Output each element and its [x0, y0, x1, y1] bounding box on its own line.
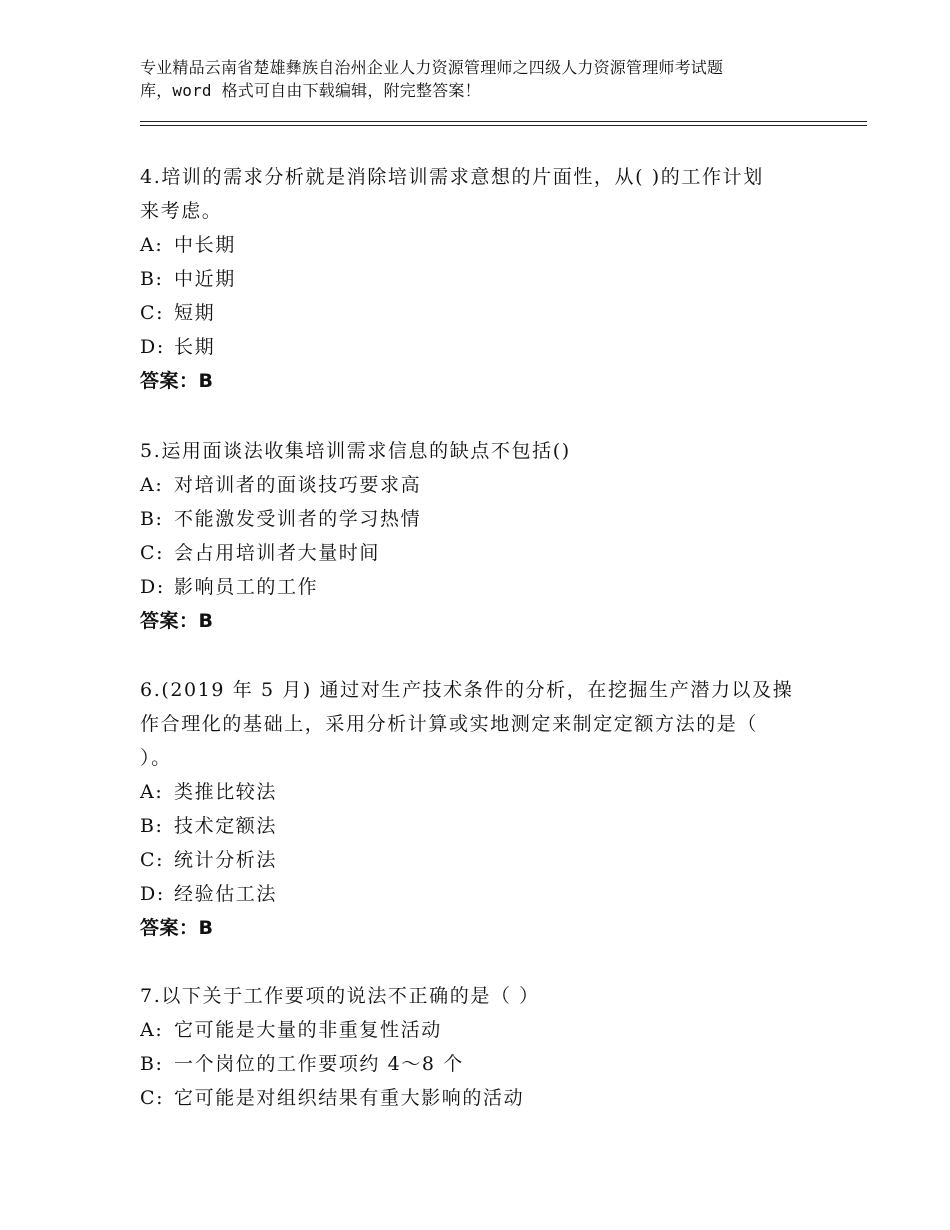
option-c: [140, 296, 820, 330]
answer-label: 答案：B: [140, 610, 214, 632]
option-letter: A:: [140, 781, 164, 803]
option-letter: A:: [140, 234, 164, 256]
option-b: [140, 1047, 820, 1081]
document-header: [140, 56, 830, 102]
question-5: [140, 434, 820, 638]
option-text: 短期: [174, 302, 216, 324]
option-d: [140, 570, 820, 604]
option-d: [140, 877, 820, 911]
question-stem: [140, 979, 820, 1013]
option-letter: D:: [140, 576, 165, 598]
option-letter: C:: [140, 1087, 165, 1109]
option-letter: C:: [140, 849, 165, 871]
header-title-line-1: 专业精品云南省楚雄彝族自治州企业人力资源管理师之四级人力资源管理师考试题: [140, 58, 724, 77]
question-stem: [140, 434, 820, 468]
option-text: 统计分析法: [174, 849, 278, 871]
option-text: 影响员工的工作: [174, 576, 319, 598]
option-letter: D:: [140, 336, 165, 358]
option-text: 长期: [174, 336, 216, 358]
answer-label: 答案：B: [140, 370, 214, 392]
option-text: 一个岗位的工作要项约 4～8 个: [174, 1053, 464, 1075]
option-text: 技术定额法: [174, 815, 278, 837]
option-letter: C:: [140, 302, 165, 324]
option-text: 对培训者的面谈技巧要求高: [174, 474, 422, 496]
option-letter: B:: [140, 268, 164, 290]
header-divider-top: [140, 121, 867, 122]
option-a: [140, 228, 820, 262]
option-text: 中长期: [174, 234, 236, 256]
option-text: 经验估工法: [174, 883, 278, 905]
answer-label: 答案：B: [140, 917, 214, 939]
question-stem-line: 4.培训的需求分析就是消除培训需求意想的片面性，从( )的工作计划: [140, 166, 764, 188]
header-divider-bottom: [140, 125, 867, 126]
option-a: [140, 468, 820, 502]
option-b: [140, 502, 820, 536]
option-a: [140, 1013, 820, 1047]
option-text: 类推比较法: [174, 781, 278, 803]
question-stem-line: ）。: [140, 747, 172, 769]
question-stem-line: 作合理化的基础上，采用分析计算或实地测定来制定定额方法的是（: [140, 713, 759, 735]
option-c: [140, 843, 820, 877]
question-stem: [140, 160, 820, 228]
question-stem-line: 来考虑。: [140, 200, 223, 222]
option-b: [140, 809, 820, 843]
option-text: 它可能是大量的非重复性活动: [174, 1019, 442, 1041]
option-text: 会占用培训者大量时间: [174, 542, 381, 564]
question-stem-line: 7.以下关于工作要项的说法不正确的是（ ）: [140, 985, 540, 1007]
question-stem: [140, 673, 820, 775]
option-letter: B:: [140, 508, 164, 530]
question-6: [140, 673, 820, 945]
option-a: [140, 775, 820, 809]
option-text: 不能激发受训者的学习热情: [174, 508, 422, 530]
option-text: 它可能是对组织结果有重大影响的活动: [174, 1087, 525, 1109]
question-7: [140, 979, 820, 1115]
question-stem-line: 5.运用面谈法收集培训需求信息的缺点不包括(): [140, 440, 571, 462]
option-letter: B:: [140, 815, 164, 837]
header-title-line-2: 库，word 格式可自由下载编辑，附完整答案！: [140, 81, 481, 100]
option-b: [140, 262, 820, 296]
question-4: [140, 160, 820, 398]
option-letter: D:: [140, 883, 165, 905]
option-letter: A:: [140, 474, 164, 496]
option-letter: A:: [140, 1019, 164, 1041]
option-c: [140, 536, 820, 570]
option-letter: C:: [140, 542, 165, 564]
option-letter: B:: [140, 1053, 164, 1075]
option-c: [140, 1081, 820, 1115]
option-text: 中近期: [174, 268, 236, 290]
question-stem-line: 6.(2019 年 5 月) 通过对生产技术条件的分析，在挖掘生产潜力以及操: [140, 679, 794, 701]
option-d: [140, 330, 820, 364]
